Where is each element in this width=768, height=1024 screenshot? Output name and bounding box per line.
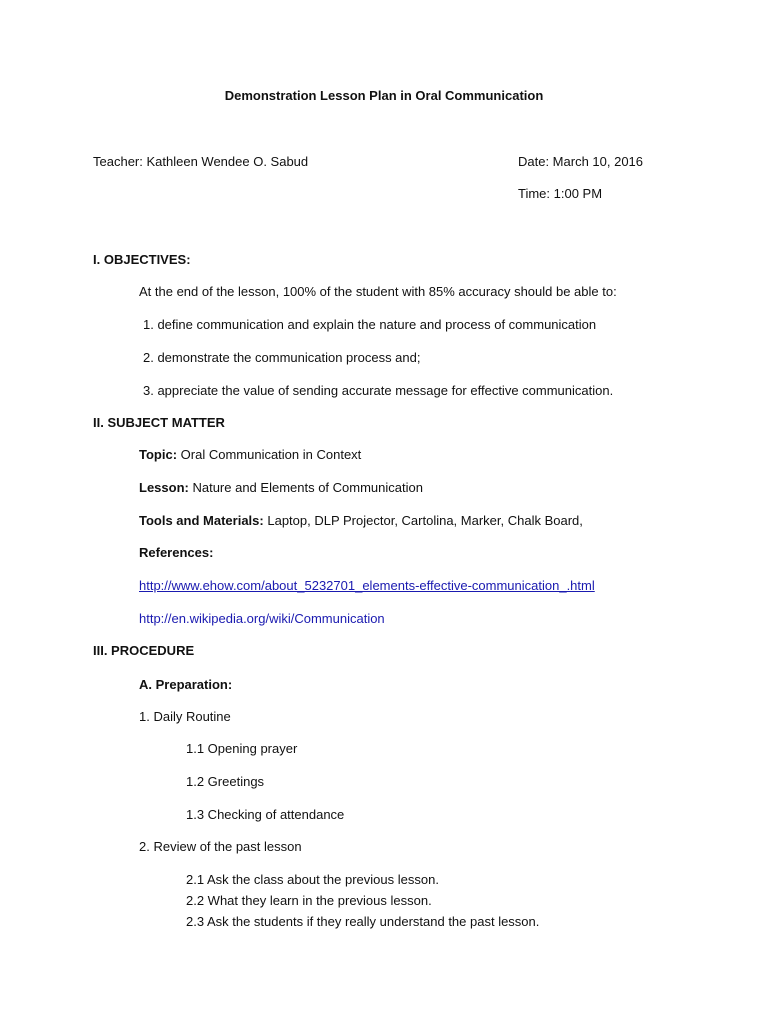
references-label: References: (139, 545, 214, 560)
document-title: Demonstration Lesson Plan in Oral Communication (224, 88, 544, 103)
date-line: Date: March 10, 2016 (518, 154, 644, 169)
tools-line (139, 513, 583, 529)
lesson-label: Lesson: (139, 480, 189, 495)
review-heading: 2. Review of the past lesson (139, 839, 302, 854)
routine-item: 1.1 Opening prayer (186, 741, 298, 756)
daily-routine-heading: 1. Daily Routine (139, 709, 231, 724)
procedure-heading: III. PROCEDURE (93, 643, 195, 658)
topic-line (139, 447, 361, 463)
tools-value: Laptop, DLP Projector, Cartolina, Marker, Chalk Board, (267, 513, 583, 528)
topic-value: Oral Communication in Context (180, 447, 362, 462)
time-line: Time: 1:00 PM (518, 186, 603, 201)
lesson-line (139, 480, 423, 496)
objectives-heading: I. OBJECTIVES: (93, 252, 191, 267)
topic-label: Topic: (139, 447, 178, 462)
review-item: 2.2 What they learn in the previous lesson. (186, 893, 432, 908)
review-item: 2.3 Ask the students if they really understand the past lesson. (186, 914, 540, 929)
tools-label: Tools and Materials: (139, 513, 264, 528)
reference-link-wikipedia[interactable]: http://en.wikipedia.org/wiki/Communication (139, 611, 385, 626)
routine-item: 1.3 Checking of attendance (186, 807, 345, 822)
objective-item: 3. appreciate the value of sending accurate message for effective communication. (143, 383, 614, 398)
teacher-line: Teacher: Kathleen Wendee O. Sabud (93, 154, 309, 169)
objectives-intro: At the end of the lesson, 100% of the student with 85% accuracy should be able to: (139, 284, 617, 299)
subject-matter-heading: II. SUBJECT MATTER (93, 415, 225, 430)
reference-link-ehow[interactable]: http://www.ehow.com/about_5232701_elements-effective-communication_.html (139, 578, 595, 593)
preparation-heading: A. Preparation: (139, 677, 233, 692)
lesson-value: Nature and Elements of Communication (192, 480, 423, 495)
review-item: 2.1 Ask the class about the previous lesson. (186, 872, 439, 887)
routine-item: 1.2 Greetings (186, 774, 265, 789)
objective-item: 2. demonstrate the communication process and; (143, 350, 421, 365)
objective-item: 1. define communication and explain the nature and process of communication (143, 317, 597, 332)
